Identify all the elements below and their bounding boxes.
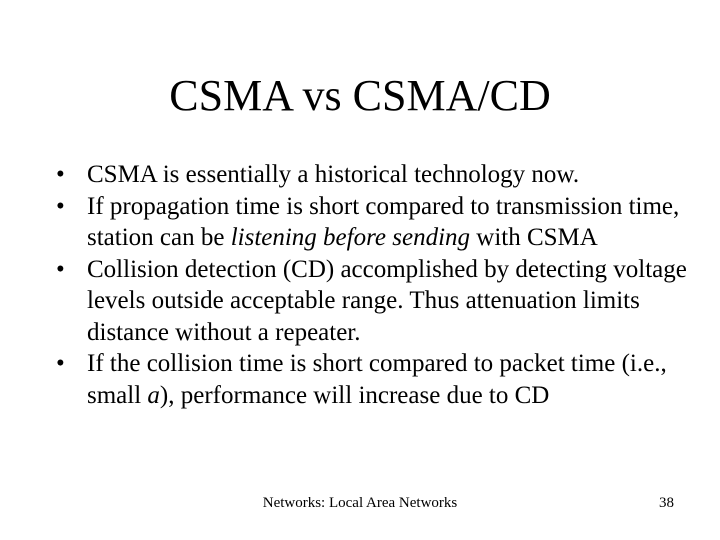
slide-footer: Networks: Local Area Networks [262, 495, 458, 511]
bullet-list [56, 159, 706, 411]
bullet-text: If the collision time is short compared to packet time (i.e., small [87, 350, 667, 409]
bullet-marker: • [56, 350, 65, 377]
bullet-item [56, 348, 706, 411]
bullet-marker: • [56, 192, 65, 220]
bullet-item [56, 191, 706, 254]
bullet-text: with CSMA [470, 224, 598, 251]
slide-title: CSMA vs CSMA/CD [169, 71, 551, 120]
bullet-item [56, 254, 706, 349]
page-number: 38 [659, 495, 674, 511]
bullet-text: CSMA is essentially a historical technology now. [87, 161, 580, 188]
bullet-marker: • [56, 255, 65, 283]
emphasis-text: listening before sending [230, 224, 471, 251]
bullet-marker: • [56, 161, 65, 188]
bullet-text: If propagation time is short compared to transmission time, station can be [87, 192, 680, 251]
bullet-item [56, 159, 706, 191]
bullet-text: ), performance will increase due to CD [159, 381, 550, 409]
bullet-text: Collision detection (CD) accomplished by detecting voltage levels outside acceptable range. Thus attenuation limits distance without a repeater. [87, 255, 687, 346]
emphasis-text: a [147, 381, 160, 409]
